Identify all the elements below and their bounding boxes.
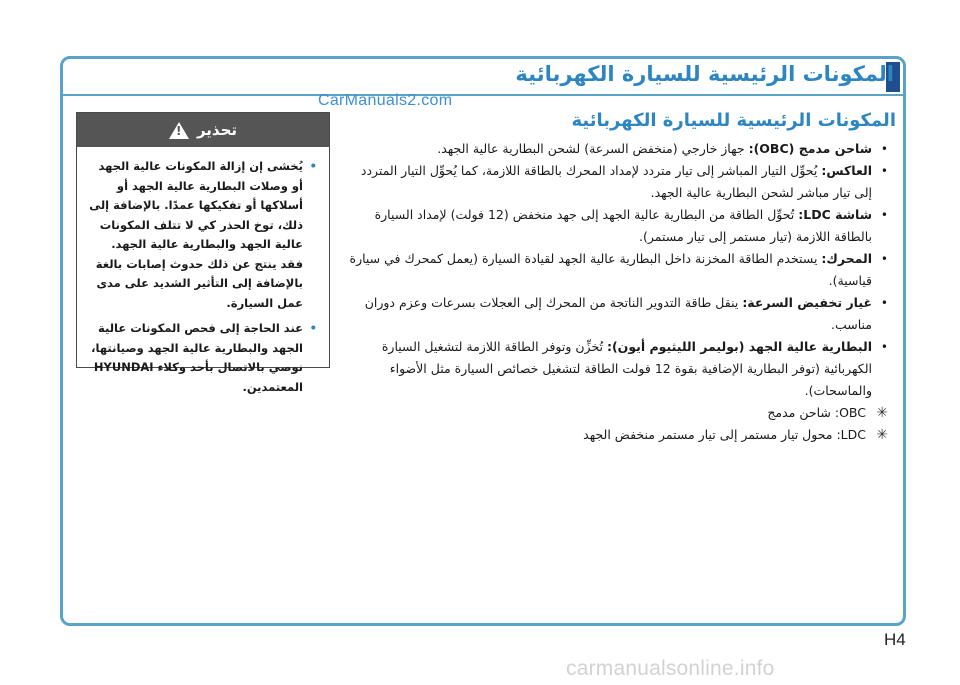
warning-item-text: عند الحاجة إلى فحص المكونات عالية الجهد والبطارية عالية الجهد وصيانتها، نوصي بالاتصال بأحد وكلاء HYUNDAI المعتمدين. [91,321,303,394]
warning-item [87,319,317,397]
section-title: المكونات الرئيسية للسيارة الكهربائية [571,110,896,131]
item-text: تُخزِّن وتوفر الطاقة اللازمة لتشغيل السيارة الكهربائية (توفر البطارية الإضافية بقوة 12 فولت الطاقة لتشغيل خصائص السيارة مثل الأضواء والماسحات). [381,339,872,398]
warning-body [77,147,329,397]
item-text: يستخدم الطاقة المخزنة داخل البطارية عالية الجهد لقيادة السيارة (يعمل كمحرك في سيارة قياسية). [349,251,872,288]
list-item [340,204,888,248]
warning-triangle-icon [169,122,189,139]
item-term: شاحن مدمج (OBC): [748,141,872,156]
bullet-icon: • [309,159,317,173]
item-text: تُحوِّل الطاقة من البطارية عالية الجهد إلى جهد منخفض (12 فولت) لإمداد السيارة بالطاقة اللازمة (تيار مستمر إلى تيار مستمر). [374,207,872,244]
header-title: المكونات الرئيسية للسيارة الكهربائية [515,62,894,86]
note-ldc [340,424,888,446]
item-term: البطارية عالية الجهد (بوليمر الليثيوم أيون): [606,339,872,354]
list-item [340,248,888,292]
bullet-icon: • [880,340,888,354]
warning-header [77,113,329,147]
warning-list [87,157,317,397]
warning-item-text: يُخشى إن إزالة المكونات عالية الجهد أو وصلات البطارية عالية الجهد أو أسلاكها أو تفكيكها عمدًا. بالإضافة إلى ذلك، توخ الحذر كي لا تتلف المكونات عالية الجهد والبطارية عالية الجهد. فقد ينتج عن ذلك حدوث إصابات بالغة بالإضافة إلى التأثير الشديد على مدى عمل السيارة. [89,159,303,310]
asterisk-icon: ✳ [876,427,888,443]
bullet-icon: • [309,321,317,335]
watermark-bottom: carmanualsonline.info [566,657,775,680]
list-item [340,292,888,336]
bullet-icon: • [880,296,888,310]
bullet-icon: • [880,164,888,178]
component-list [340,138,888,402]
item-term: المحرك: [821,251,872,266]
bullet-icon: • [880,142,888,156]
note-obc [340,402,888,424]
main-content [340,138,888,446]
warning-box [76,112,330,394]
item-term: شاشة LDC: [798,207,872,222]
note-text: OBC: شاحن مدمج [767,405,866,420]
list-item [340,160,888,204]
list-item [340,138,888,160]
item-text: جهاز خارجي (منخفض السرعة) لشحن البطارية عالية الجهد. [437,141,749,156]
item-text: ينقل طاقة التدوير الناتجة من المحرك إلى العجلات بسرعات وعزم دوران مناسب. [364,295,872,332]
item-term: غيار تخفيض السرعة: [742,295,872,310]
note-text: LDC: محول تيار مستمر إلى تيار مستمر منخفض الجهد [583,427,866,442]
page-number: H4 [884,630,906,649]
item-text: يُحوِّل التيار المباشر إلى تيار متردد لإمداد المحرك بالطاقة اللازمة، كما يُحوِّل التيار المتردد إلى تيار مباشر لشحن البطارية عالية الجهد. [360,163,872,200]
list-item [340,336,888,402]
warning-item [87,157,317,313]
asterisk-icon: ✳ [876,405,888,421]
bullet-icon: • [880,208,888,222]
bullet-icon: • [880,252,888,266]
item-term: العاكس: [821,163,872,178]
warning-title: تحذير [196,121,238,139]
watermark-top: CarManuals2.com [318,92,453,109]
